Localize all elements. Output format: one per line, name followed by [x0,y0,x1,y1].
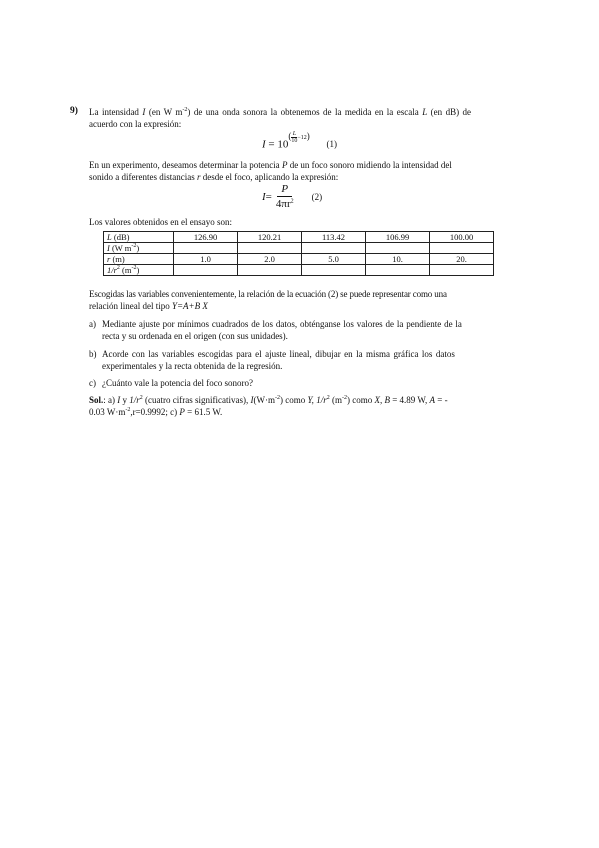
experiment-paragraph: En un experimento, deseamos determinar la potencia P de un foco sonoro midiendo la intensidad del sonido a diferentes distancias r desde el foco, aplicando la expresión: [89,160,452,182]
intro-paragraph: La intensidad I (en W $m^{-2}$) de una onda sonora la obtenemos de la medida en la escala L (en dB) de acuerdo con la expresión: [89,107,472,129]
values-intro: Los valores obtenidos en el ensayo son: [89,217,232,227]
equation-1: $I = 10^{(\frac{L}{10} -12)}$ (1) [262,131,338,151]
table-cell: 120.21 [238,232,302,243]
problem-number: 9) [70,106,78,116]
equation-1-label: (1) [326,139,338,150]
data-table [103,231,494,276]
equation-2-label: (2) [311,191,323,202]
question-c: c) ¿Cuánto vale la potencia del foco sonoro? [89,378,253,388]
table-cell: 2.0 [238,254,302,265]
equation-2: I = $\frac{P}{4\pi r^2}$ (2) [262,183,323,210]
table-cell: 1.0 [174,254,238,265]
table-cell: 10. [366,254,430,265]
table-cell: 126.90 [174,232,238,243]
question-b: b) Acorde con las variables escogidas para el ajuste lineal, dibujar en la misma gráfica los datos experimentales y la recta obtenida de la regresión. [89,349,455,371]
table-cell: 100.00 [430,232,494,243]
table-cell: 113.42 [302,232,366,243]
relation-paragraph: Escogidas las variables convenientemente, la relación de la ecuación (2) se puede representar como una relación lineal del tipo Y=A+B X [89,289,447,311]
table-cell: 106.99 [366,232,430,243]
solution: Sol.: a) I y $1/r^2$ (cuatro cifras significativas), $I(W\cdot m^{-2})$ como Y, $1/r^2$ $(m^{-2})$ como X, B = 4.89 W, A = - 0.03 $W\cdot m^{-2},r=0.9992$; c) P = 61.5 W. [89,395,448,417]
table-cell: 20. [430,254,494,265]
table-row-r: r (m) 1.0 2.0 5.0 10. 20. [104,254,494,265]
table-row-inv-r2: $1/r^2$ $(m^{-2})$ [104,265,494,276]
question-a: a) Mediante ajuste por mínimos cuadrados de los datos, obténganse los valores de la pendiente de la recta y su ordenada en el origen (con sus unidades). [89,319,462,341]
table-cell: 5.0 [302,254,366,265]
table-row-I: I (W $m^{-2}$) [104,243,494,254]
table-row-L: L (dB) 126.90 120.21 113.42 106.99 100.00 [104,232,494,243]
